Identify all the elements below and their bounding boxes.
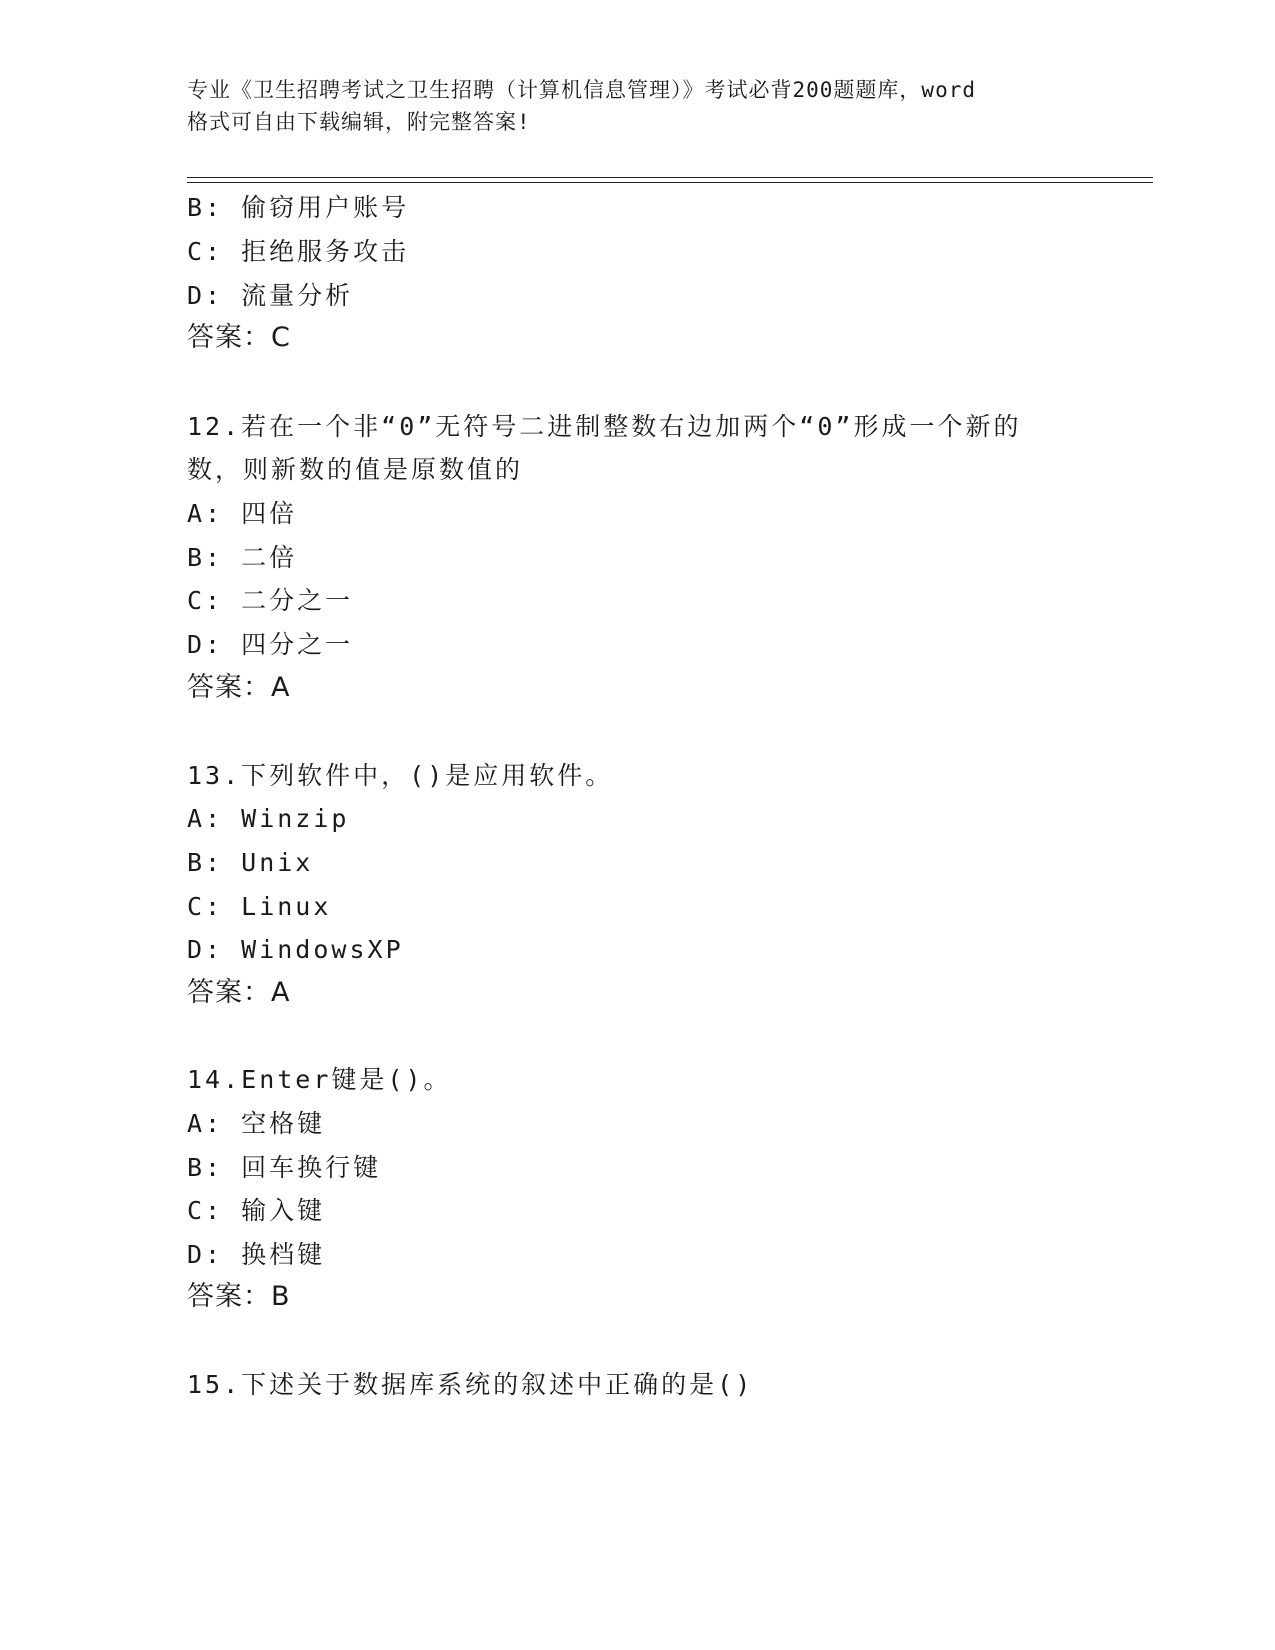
q14-option-c: C: 输入键 <box>187 1196 326 1225</box>
q12-stem-line-1: 12.若在一个非“0”无符号二进制整数右边加两个“0”形成一个新的 <box>187 412 1022 441</box>
q14-option-d: D: 换档键 <box>187 1240 326 1269</box>
q12-option-c: C: 二分之一 <box>187 586 354 615</box>
q15-stem-line-1: 15.下述关于数据库系统的叙述中正确的是() <box>187 1370 754 1399</box>
q13-option-b: B: Unix <box>187 848 314 877</box>
q11-option-b: B: 偷窃用户账号 <box>187 193 410 222</box>
header-line-2: 格式可自由下载编辑，附完整答案! <box>187 110 531 134</box>
q13-option-d: D: WindowsXP <box>187 935 404 964</box>
q14-answer: 答案：B <box>187 1281 291 1312</box>
q12-option-b: B: 二倍 <box>187 543 298 572</box>
header-line-1: 专业《卫生招聘考试之卫生招聘（计算机信息管理）》考试必背200题题库，word <box>187 78 976 102</box>
q14-stem-line-1: 14.Enter键是()。 <box>187 1065 452 1094</box>
q13-answer: 答案：A <box>187 977 291 1008</box>
q12-stem-line-2: 数，则新数的值是原数值的 <box>187 455 524 484</box>
header-rule-top <box>187 177 1153 178</box>
q12-option-a: A: 四倍 <box>187 499 298 528</box>
header-rule-bottom <box>187 182 1153 183</box>
q11-option-c: C: 拒绝服务攻击 <box>187 237 410 266</box>
q13-option-a: A: Winzip <box>187 804 350 833</box>
q13-option-c: C: Linux <box>187 892 332 921</box>
q13-stem-line-1: 13.下列软件中，()是应用软件。 <box>187 761 614 790</box>
q11-answer: 答案：C <box>187 322 291 353</box>
q12-option-d: D: 四分之一 <box>187 630 354 659</box>
q14-option-a: A: 空格键 <box>187 1109 326 1138</box>
q12-answer: 答案：A <box>187 672 291 703</box>
q14-option-b: B: 回车换行键 <box>187 1153 382 1182</box>
q11-option-d: D: 流量分析 <box>187 281 354 310</box>
page-header <box>187 74 1087 138</box>
